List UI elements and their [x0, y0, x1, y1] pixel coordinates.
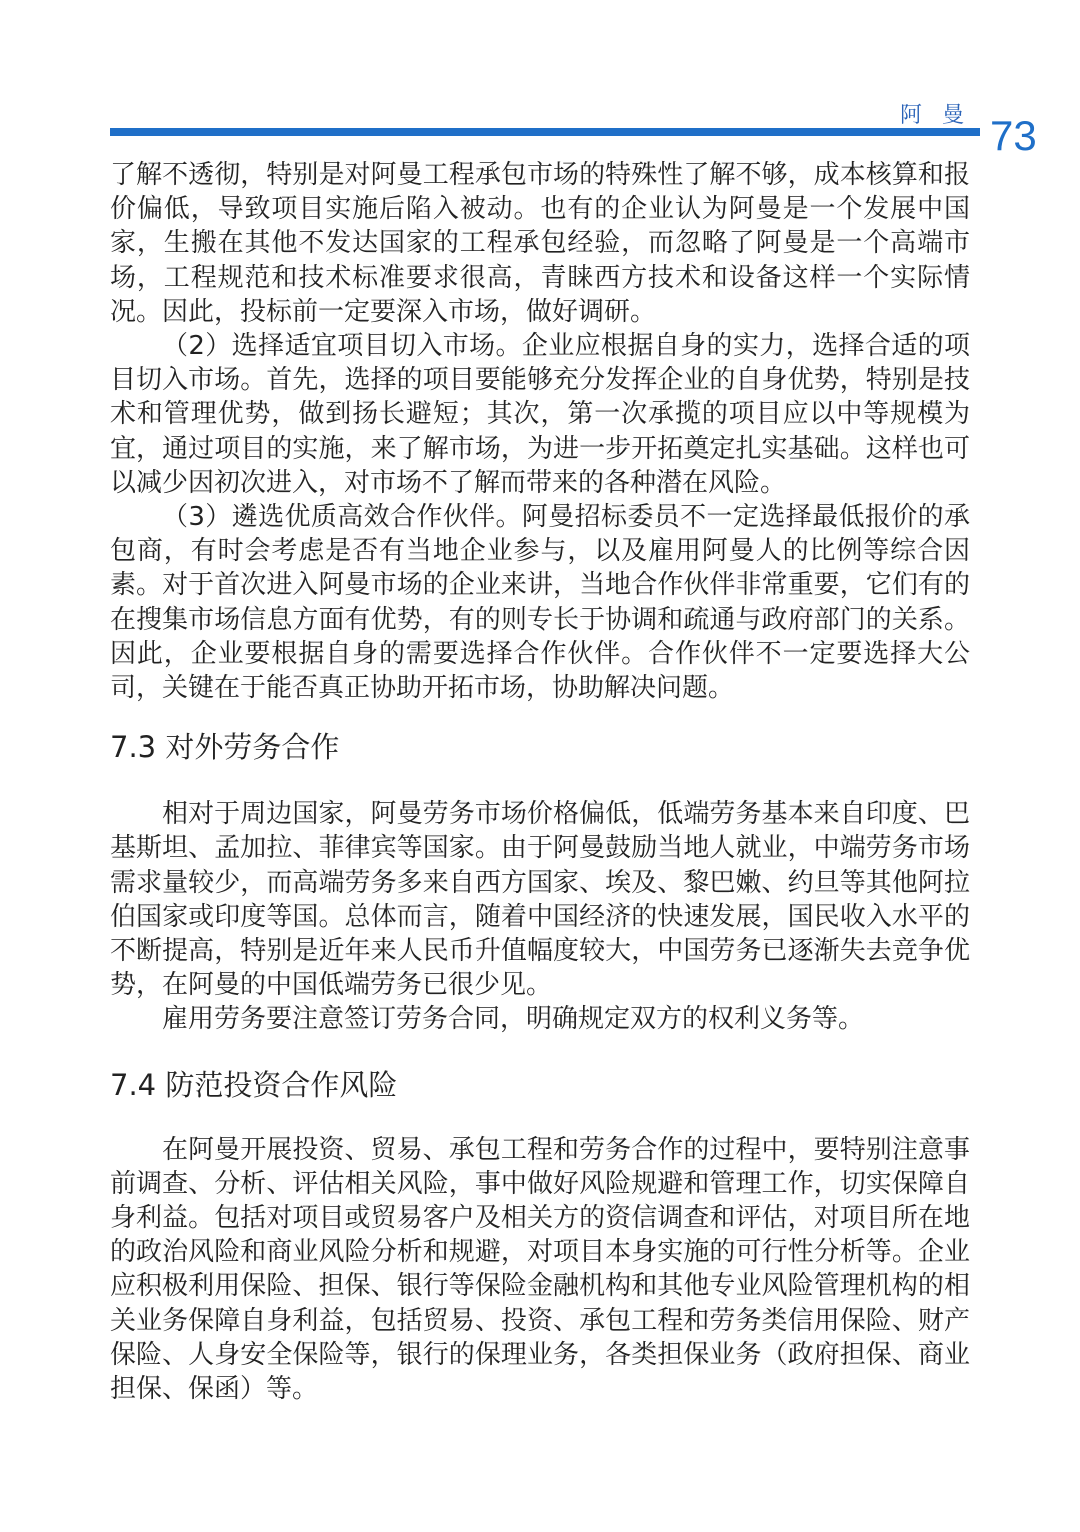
paragraph-risk-prevention: 在阿曼开展投资、贸易、承包工程和劳务合作的过程中，要特别注意事前调查、分析、评估相关风险，事中做好风险规避和管理工作，切实保障自身利益。包括对项目或贸易客户及相关方的资信调查和评估，对项目所在地的政治风险和商业风险分析和规避，对项目本身实施的可行性分析等。企业应积极利用保险、担保、银行等保险金融机构和其他专业风险管理机构的相关业务保障自身利益，包括贸易、投资、承包工程和劳务类信用保险、财产保险、人身安全保险等，银行的保理业务，各类担保业务（政府担保、商业担保、保函）等。	[110, 1134, 970, 1405]
paragraph-item-2: （2）选择适宜项目切入市场。企业应根据自身的实力，选择合适的项目切入市场。首先，选择的项目要能够充分发挥企业的自身优势，特别是技术和管理优势，做到扬长避短；其次，第一次承揽的项目应以中等规模为宜，通过项目的实施，来了解市场，为进一步开拓奠定扎实基础。这样也可以减少因初次进入，对市场不了解而带来的各种潜在风险。	[110, 331, 970, 498]
section-heading-7-3: 7.3 对外劳务合作	[110, 730, 340, 765]
paragraph-labor-contract: 雇用劳务要注意签订劳务合同，明确规定双方的权利义务等。	[162, 1004, 865, 1035]
paragraph-item-3: （3）遴选优质高效合作伙伴。阿曼招标委员不一定选择最低报价的承包商，有时会考虑是否有当地企业参与，以及雇用阿曼人的比例等综合因素。对于首次进入阿曼市场的企业来讲，当地合作伙伴非常重要，它们有的在搜集市场信息方面有优势，有的则专长于协调和疏通与政府部门的关系。因此，企业要根据自身的需要选择合作伙伴。合作伙伴不一定要选择大公司，关键在于能否真正协助开拓市场，协助解决问题。	[110, 502, 970, 704]
section-heading-7-4: 7.4 防范投资合作风险	[110, 1067, 398, 1102]
page-body	[110, 158, 970, 1406]
paragraph-labor-market: 相对于周边国家，阿曼劳务市场价格偏低，低端劳务基本来自印度、巴基斯坦、孟加拉、菲律宾等国家。由于阿曼鼓励当地人就业，中端劳务市场需求量较少，而高端劳务多来自西方国家、埃及、黎巴嫩、约旦等其他阿拉伯国家或印度等国。总体而言，随着中国经济的快速发展，国民收入水平的不断提高，特别是近年来人民币升值幅度较大，中国劳务已逐渐失去竞争优势，在阿曼的中国低端劳务已很少见。	[110, 799, 970, 1001]
running-header-title: 阿曼	[900, 103, 985, 128]
page-number: 73	[990, 112, 1037, 159]
header-rule	[110, 128, 980, 136]
paragraph-continued: 了解不透彻，特别是对阿曼工程承包市场的特殊性了解不够，成本核算和报价偏低，导致项目实施后陷入被动。也有的企业认为阿曼是一个发展中国家，生搬在其他不发达国家的工程承包经验，而忽略了阿曼是一个高端市场，工程规范和技术标准要求很高，青睐西方技术和设备这样一个实际情况。因此，投标前一定要深入市场，做好调研。	[110, 160, 970, 327]
